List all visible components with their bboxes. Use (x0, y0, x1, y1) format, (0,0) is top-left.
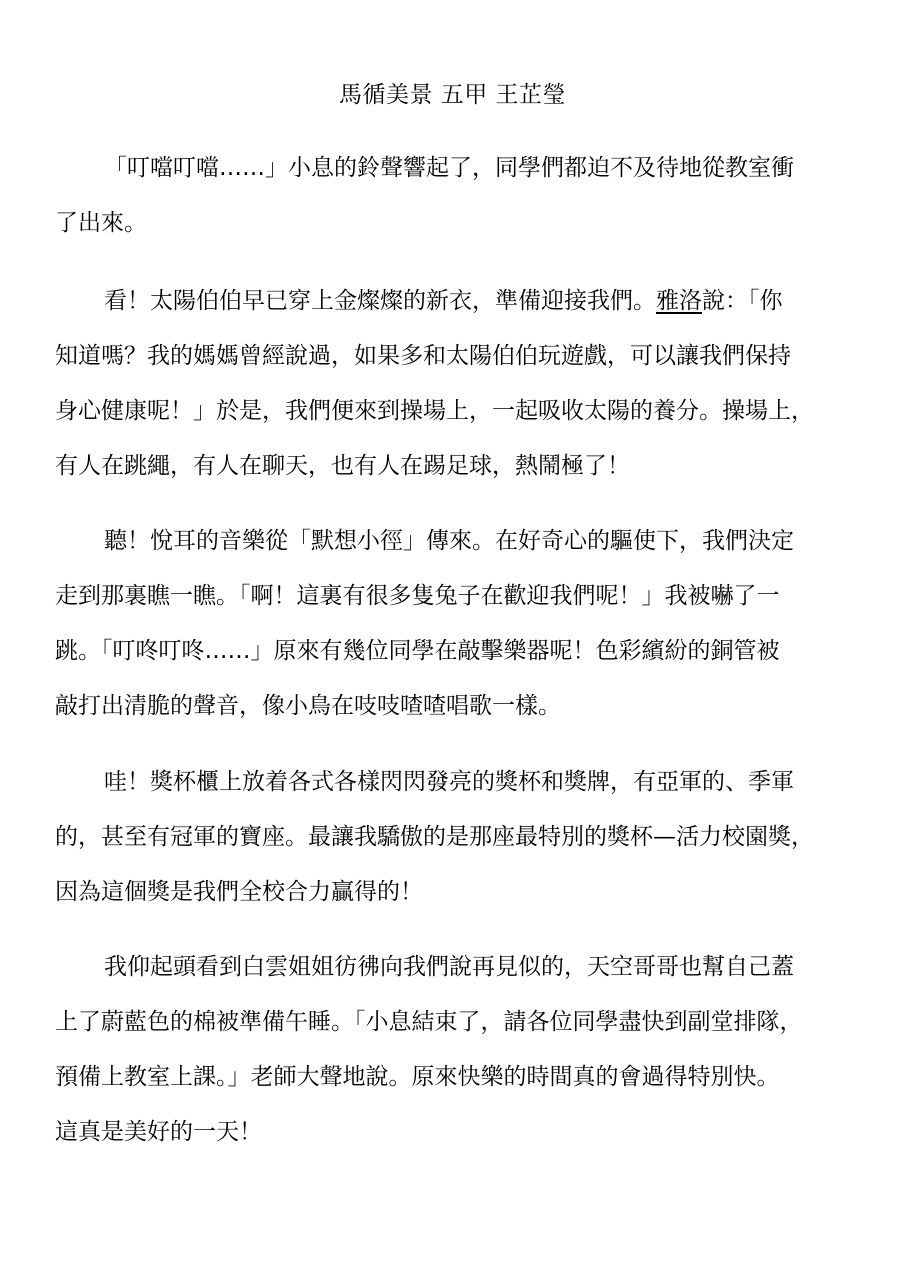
paragraph-2-line-3: 身心健康呢！」於是，我們便來到操場上，一起吸收太陽的養分。操場上， (55, 398, 814, 424)
paragraph-5-line-3: 預備上教室上課。」老師大聲地說。原來快樂的時間真的會過得特別快。 (55, 1064, 780, 1090)
paragraph-4-line-2: 的，甚至有冠軍的寶座。最讓我驕傲的是那座最特別的獎杯—活力校園獎， (55, 824, 814, 850)
paragraph-5-line-2: 上了蔚藍色的棉被準備午睡。「小息結束了，請各位同學盡快到副堂排隊， (55, 1009, 803, 1035)
paragraph-4-line-3: 因為這個獎是我們全校合力贏得的！ (55, 879, 423, 905)
paragraph-2-line-4: 有人在跳繩，有人在聊天，也有人在踢足球，熱鬧極了！ (55, 453, 630, 479)
paragraph-3-line-2: 走到那裏瞧一瞧。「啊！這裏有很多隻兔子在歡迎我們呢！」我被嚇了一 (55, 583, 780, 609)
paragraph-2-line-1-text: 看！太陽伯伯早已穿上金燦燦的新衣，準備迎接我們。 (104, 288, 656, 314)
paragraph-4-line-1: 哇！獎杯櫃上放着各式各樣閃閃發亮的獎杯和獎牌，有亞軍的、季軍 (104, 769, 794, 795)
paragraph-2-line-1-quote: 說：「你 (702, 288, 783, 314)
paragraph-2-line-1 (104, 284, 874, 318)
paragraph-1-line-2: 了出來。 (55, 210, 147, 236)
underlined-name: 雅洛 (656, 288, 702, 314)
paragraph-2-line-2: 知道嗎？我的媽媽曾經說過，如果多和太陽伯伯玩遊戲，可以讓我們保持 (55, 343, 791, 369)
paragraph-5-line-4: 這真是美好的一天！ (55, 1119, 262, 1145)
paragraph-3-line-1: 聽！悅耳的音樂從「默想小徑」傳來。在好奇心的驅使下，我們決定 (104, 528, 794, 554)
essay-title: 馬循美景 五甲 王芷瑩 (338, 82, 567, 108)
paragraph-3-line-4: 敲打出清脆的聲音，像小鳥在吱吱喳喳唱歌一樣。 (55, 693, 561, 719)
paragraph-1-line-1: 「叮噹叮噹……」小息的鈴聲響起了，同學們都迫不及待地從教室衝 (104, 155, 794, 181)
paragraph-5-line-1: 我仰起頭看到白雲姐姐彷彿向我們說再見似的，天空哥哥也幫自己蓋 (104, 954, 794, 980)
paragraph-3-line-3: 跳。「叮咚叮咚……」原來有幾位同學在敲擊樂器呢！色彩繽紛的銅管被 (55, 638, 780, 664)
